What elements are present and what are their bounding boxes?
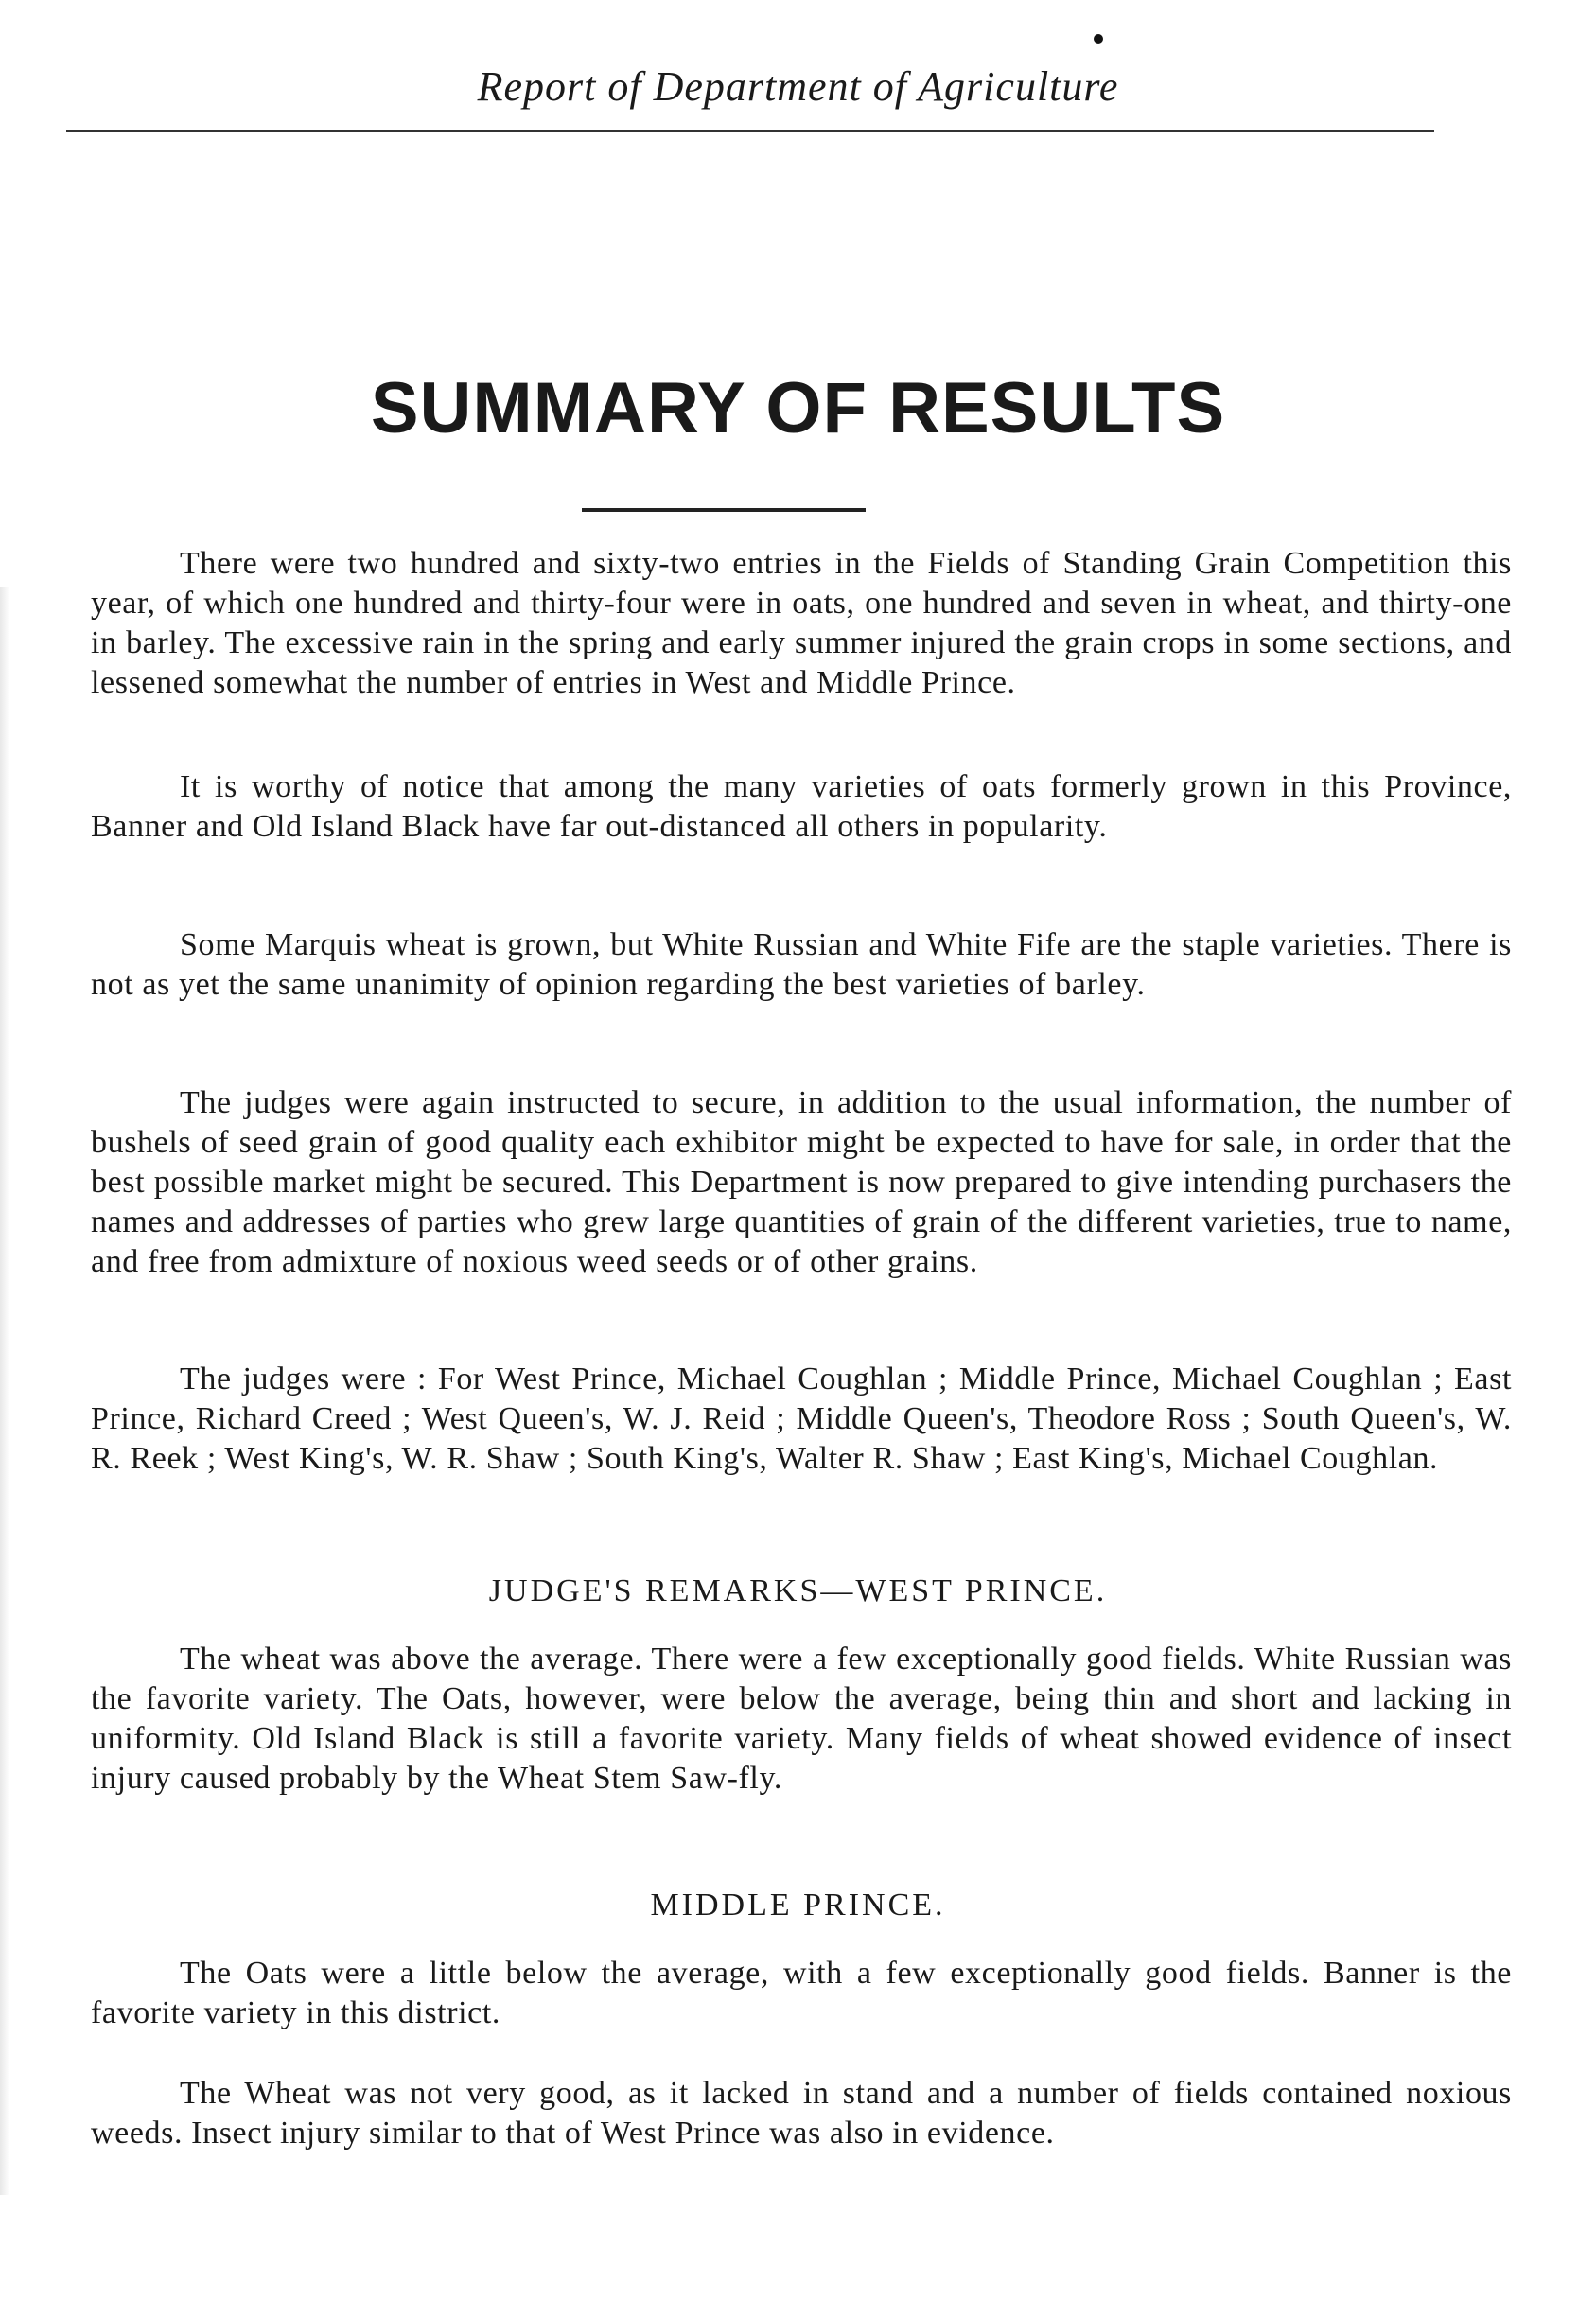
section-heading-west-prince: JUDGE'S REMARKS—WEST PRINCE.: [488, 1573, 1108, 1608]
paragraph-oat-varieties: It is worthy of notice that among the many varieties of oats formerly grown in this Province, Banner and Old Island Black have far out-distanced all others in popularity.: [91, 769, 1512, 844]
paragraph-middle-prince-oats: The Oats were a little below the average, with a few exceptionally good fields. Banner is the favorite variety in this district.: [91, 1956, 1512, 2030]
paragraph-entries: There were two hundred and sixty-two entries in the Fields of Standing Grain Competition this year, of which one hundred and thirty-four were in oats, one hundred and seven in wheat, and thirty-one in barley. The excessive rain in the spring and early summer injured the grain crops in some sections, and lessened somewhat the number of entries in West and Middle Prince.: [91, 546, 1512, 700]
paragraph-wheat-varieties: Some Marquis wheat is grown, but White Russian and White Fife are the staple varieties. There is not as yet the same unanimity of opinion regarding the best varieties of barley.: [91, 927, 1512, 1002]
paragraph-middle-prince-wheat: The Wheat was not very good, as it lacked in stand and a number of fields contained noxious weeds. Insect injury similar to that of West Prince was also in evidence.: [91, 2076, 1512, 2151]
title-rule: [582, 508, 866, 512]
paragraph-judges-instructions: The judges were again instructed to secure, in addition to the usual information, the number of bushels of seed grain of good quality each exhibitor might be expected to have for sale, in order that the best possible market might be secured. This Department is now prepared to give intending purchasers the names and addresses of parties who grew large quantities of grain of the different varieties, true to name, and free from admixture of noxious weed seeds or of other grains.: [91, 1085, 1512, 1279]
paragraph-judges-list: The judges were : For West Prince, Michael Coughlan ; Middle Prince, Michael Coughlan ; East Prince, Richard Creed ; West Queen's, W. J. Reid ; Middle Queen's, Theodore Ross ; South Queen's, W. R. Reek ; West King's, W. R. Shaw ; South King's, Walter R. Shaw ; East King's, Michael Coughlan.: [91, 1361, 1512, 1476]
running-head: Report of Department of Agriculture: [477, 63, 1119, 110]
paragraph-west-prince: The wheat was above the average. There were a few exceptionally good fields. White Russian was the favorite variety. The Oats, however, were below the average, being thin and short and lacking in uniformity. Old Island Black is still a favorite variety. Many fields of wheat showed evidence of insect injury caused probably by the Wheat Stem Saw-fly.: [91, 1642, 1512, 1796]
ink-dot: [1094, 34, 1103, 44]
section-heading-middle-prince: MIDDLE PRINCE.: [650, 1888, 946, 1923]
page-title: SUMMARY OF RESULTS: [370, 368, 1226, 448]
binding-shadow: [0, 587, 9, 2195]
header-rule: [66, 130, 1434, 132]
